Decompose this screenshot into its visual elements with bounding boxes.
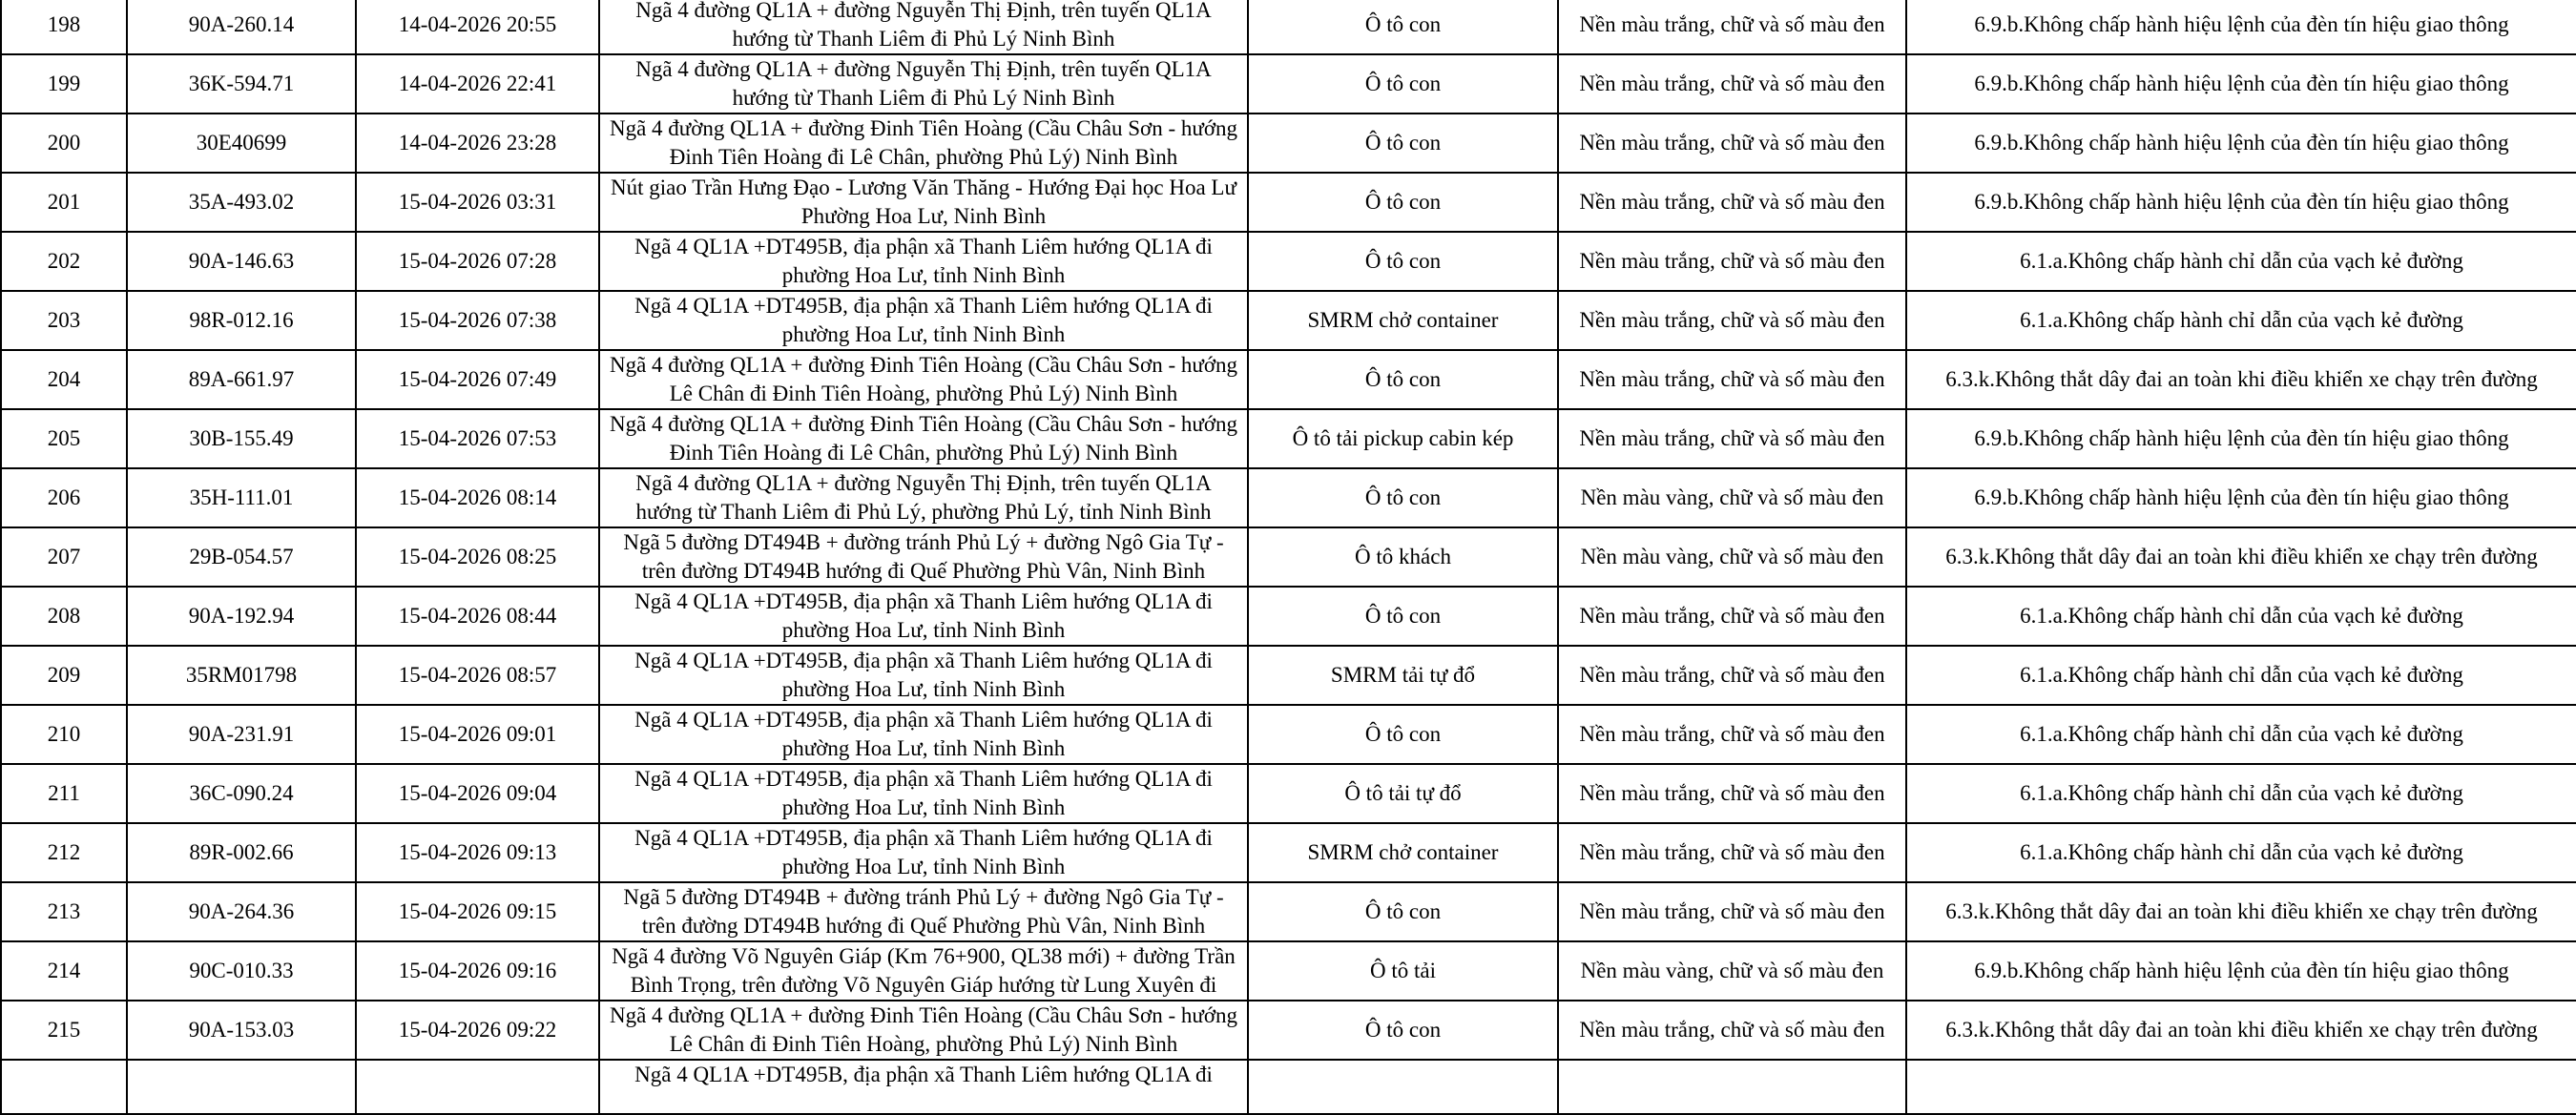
cell-vehicle-type: Ô tô con — [1248, 1001, 1558, 1060]
cell-time: 15-04-2026 07:38 — [356, 291, 599, 350]
cell-plate-color: Nền màu trắng, chữ và số màu đen — [1558, 173, 1906, 232]
cell-violation: 6.1.a.Không chấp hành chỉ dẫn của vạch kẻ đường — [1906, 823, 2576, 882]
table-row — [1, 114, 2576, 173]
cell-time: 15-04-2026 08:57 — [356, 646, 599, 705]
cell-vehicle-type: Ô tô con — [1248, 587, 1558, 646]
cell-license-plate: 35RM01798 — [127, 646, 356, 705]
cell-location: Ngã 4 đường QL1A + đường Đinh Tiên Hoàng (Cầu Châu Sơn - hướng Lê Chân đi Đinh Tiên Hoàng, phường Phủ Lý) Ninh Bình — [599, 1001, 1248, 1060]
cell-plate-color: Nền màu vàng, chữ và số màu đen — [1558, 527, 1906, 587]
cell-time — [356, 1060, 599, 1114]
cell-time: 15-04-2026 09:01 — [356, 705, 599, 764]
cell-time: 15-04-2026 09:04 — [356, 764, 599, 823]
cell-stt: 208 — [1, 587, 127, 646]
cell-license-plate: 90A-231.91 — [127, 705, 356, 764]
cell-plate-color: Nền màu trắng, chữ và số màu đen — [1558, 882, 1906, 941]
table-row — [1, 1001, 2576, 1060]
cell-time: 15-04-2026 07:49 — [356, 350, 599, 409]
cell-vehicle-type: Ô tô tải tự đổ — [1248, 764, 1558, 823]
cell-stt: 210 — [1, 705, 127, 764]
cell-license-plate: 35H-111.01 — [127, 468, 356, 527]
cell-time: 15-04-2026 07:28 — [356, 232, 599, 291]
cell-location: Ngã 4 QL1A +DT495B, địa phận xã Thanh Liêm hướng QL1A đi phường Hoa Lư, tỉnh Ninh Bình — [599, 291, 1248, 350]
cell-violation — [1906, 1060, 2576, 1114]
cell-violation: 6.9.b.Không chấp hành hiệu lệnh của đèn tín hiệu giao thông — [1906, 409, 2576, 468]
cell-time: 15-04-2026 09:13 — [356, 823, 599, 882]
table-row — [1, 527, 2576, 587]
cell-license-plate: 89A-661.97 — [127, 350, 356, 409]
table-row — [1, 646, 2576, 705]
cell-vehicle-type: SMRM chở container — [1248, 291, 1558, 350]
cell-time: 15-04-2026 07:53 — [356, 409, 599, 468]
cell-violation: 6.1.a.Không chấp hành chỉ dẫn của vạch kẻ đường — [1906, 587, 2576, 646]
cell-location: Ngã 4 QL1A +DT495B, địa phận xã Thanh Liêm hướng QL1A đi — [599, 1060, 1248, 1114]
cell-stt: 201 — [1, 173, 127, 232]
cell-stt: 204 — [1, 350, 127, 409]
cell-violation: 6.1.a.Không chấp hành chỉ dẫn của vạch kẻ đường — [1906, 646, 2576, 705]
cell-location: Ngã 4 đường Võ Nguyên Giáp (Km 76+900, QL38 mới) + đường Trần Bình Trọng, trên đường Võ Nguyên Giáp hướng từ Lung Xuyên đi — [599, 941, 1248, 1001]
cell-time: 14-04-2026 20:55 — [356, 0, 599, 54]
cell-stt: 206 — [1, 468, 127, 527]
cell-location: Ngã 4 đường QL1A + đường Nguyễn Thị Định, trên tuyến QL1A hướng từ Thanh Liêm đi Phủ Lý Ninh Bình — [599, 0, 1248, 54]
cell-plate-color: Nền màu vàng, chữ và số màu đen — [1558, 468, 1906, 527]
table-row — [1, 173, 2576, 232]
cell-location: Ngã 4 QL1A +DT495B, địa phận xã Thanh Liêm hướng QL1A đi phường Hoa Lư, tỉnh Ninh Bình — [599, 705, 1248, 764]
cell-plate-color: Nền màu trắng, chữ và số màu đen — [1558, 823, 1906, 882]
cell-stt: 209 — [1, 646, 127, 705]
cell-stt: 199 — [1, 54, 127, 114]
cell-license-plate: 30B-155.49 — [127, 409, 356, 468]
cell-plate-color — [1558, 1060, 1906, 1114]
cell-violation: 6.9.b.Không chấp hành hiệu lệnh của đèn tín hiệu giao thông — [1906, 114, 2576, 173]
table-row — [1, 350, 2576, 409]
cell-location: Ngã 4 QL1A +DT495B, địa phận xã Thanh Liêm hướng QL1A đi phường Hoa Lư, tỉnh Ninh Bình — [599, 823, 1248, 882]
cell-violation: 6.9.b.Không chấp hành hiệu lệnh của đèn tín hiệu giao thông — [1906, 173, 2576, 232]
cell-vehicle-type: Ô tô con — [1248, 232, 1558, 291]
cell-time: 15-04-2026 08:25 — [356, 527, 599, 587]
cell-time: 15-04-2026 08:14 — [356, 468, 599, 527]
cell-vehicle-type — [1248, 1060, 1558, 1114]
cell-location: Ngã 4 đường QL1A + đường Đinh Tiên Hoàng (Cầu Châu Sơn - hướng Đinh Tiên Hoàng đi Lê Chân, phường Phủ Lý) Ninh Bình — [599, 114, 1248, 173]
cell-vehicle-type: Ô tô tải pickup cabin kép — [1248, 409, 1558, 468]
table-row — [1, 468, 2576, 527]
cell-stt: 200 — [1, 114, 127, 173]
cell-license-plate: 29B-054.57 — [127, 527, 356, 587]
cell-plate-color: Nền màu trắng, chữ và số màu đen — [1558, 114, 1906, 173]
table-row — [1, 882, 2576, 941]
cell-time: 15-04-2026 08:44 — [356, 587, 599, 646]
table-row — [1, 823, 2576, 882]
cell-location: Ngã 4 QL1A +DT495B, địa phận xã Thanh Liêm hướng QL1A đi phường Hoa Lư, tỉnh Ninh Bình — [599, 232, 1248, 291]
cell-license-plate: 90A-192.94 — [127, 587, 356, 646]
cell-violation: 6.1.a.Không chấp hành chỉ dẫn của vạch kẻ đường — [1906, 232, 2576, 291]
cell-license-plate: 36K-594.71 — [127, 54, 356, 114]
cell-violation: 6.3.k.Không thắt dây đai an toàn khi điều khiển xe chạy trên đường — [1906, 1001, 2576, 1060]
cell-stt: 198 — [1, 0, 127, 54]
table-row — [1, 0, 2576, 54]
cell-license-plate: 90C-010.33 — [127, 941, 356, 1001]
cell-plate-color: Nền màu trắng, chữ và số màu đen — [1558, 54, 1906, 114]
cell-stt: 212 — [1, 823, 127, 882]
cell-vehicle-type: Ô tô tải — [1248, 941, 1558, 1001]
cell-violation: 6.9.b.Không chấp hành hiệu lệnh của đèn tín hiệu giao thông — [1906, 0, 2576, 54]
cell-vehicle-type: Ô tô khách — [1248, 527, 1558, 587]
cell-license-plate: 35A-493.02 — [127, 173, 356, 232]
cell-vehicle-type: Ô tô con — [1248, 114, 1558, 173]
cell-violation: 6.3.k.Không thắt dây đai an toàn khi điều khiển xe chạy trên đường — [1906, 350, 2576, 409]
cell-license-plate: 30E40699 — [127, 114, 356, 173]
cell-violation: 6.1.a.Không chấp hành chỉ dẫn của vạch kẻ đường — [1906, 291, 2576, 350]
cell-stt: 202 — [1, 232, 127, 291]
cell-vehicle-type: SMRM tải tự đổ — [1248, 646, 1558, 705]
cell-stt: 207 — [1, 527, 127, 587]
cell-violation: 6.1.a.Không chấp hành chỉ dẫn của vạch kẻ đường — [1906, 705, 2576, 764]
cell-violation: 6.9.b.Không chấp hành hiệu lệnh của đèn tín hiệu giao thông — [1906, 941, 2576, 1001]
cell-location: Ngã 4 đường QL1A + đường Nguyễn Thị Định, trên tuyến QL1A hướng từ Thanh Liêm đi Phủ Lý, phường Phủ Lý, tỉnh Ninh Bình — [599, 468, 1248, 527]
cell-plate-color: Nền màu trắng, chữ và số màu đen — [1558, 350, 1906, 409]
cell-time: 14-04-2026 23:28 — [356, 114, 599, 173]
cell-stt: 215 — [1, 1001, 127, 1060]
cell-plate-color: Nền màu trắng, chữ và số màu đen — [1558, 291, 1906, 350]
cell-vehicle-type: Ô tô con — [1248, 882, 1558, 941]
cell-license-plate: 98R-012.16 — [127, 291, 356, 350]
cell-location: Ngã 4 QL1A +DT495B, địa phận xã Thanh Liêm hướng QL1A đi phường Hoa Lư, tỉnh Ninh Bình — [599, 764, 1248, 823]
cell-plate-color: Nền màu trắng, chữ và số màu đen — [1558, 1001, 1906, 1060]
cell-plate-color: Nền màu trắng, chữ và số màu đen — [1558, 409, 1906, 468]
cell-stt — [1, 1060, 127, 1114]
table-row — [1, 409, 2576, 468]
cell-violation: 6.3.k.Không thắt dây đai an toàn khi điều khiển xe chạy trên đường — [1906, 527, 2576, 587]
cell-time: 15-04-2026 09:15 — [356, 882, 599, 941]
table-row-partial — [1, 1060, 2576, 1114]
cell-vehicle-type: Ô tô con — [1248, 468, 1558, 527]
cell-plate-color: Nền màu trắng, chữ và số màu đen — [1558, 646, 1906, 705]
table-row — [1, 587, 2576, 646]
cell-location: Ngã 4 đường QL1A + đường Nguyễn Thị Định, trên tuyến QL1A hướng từ Thanh Liêm đi Phủ Lý Ninh Bình — [599, 54, 1248, 114]
cell-violation: 6.1.a.Không chấp hành chỉ dẫn của vạch kẻ đường — [1906, 764, 2576, 823]
cell-time: 15-04-2026 03:31 — [356, 173, 599, 232]
table-row — [1, 291, 2576, 350]
cell-stt: 203 — [1, 291, 127, 350]
cell-vehicle-type: Ô tô con — [1248, 0, 1558, 54]
table-row — [1, 54, 2576, 114]
cell-location: Ngã 4 QL1A +DT495B, địa phận xã Thanh Liêm hướng QL1A đi phường Hoa Lư, tỉnh Ninh Bình — [599, 587, 1248, 646]
cell-stt: 214 — [1, 941, 127, 1001]
table-row — [1, 232, 2576, 291]
cell-stt: 213 — [1, 882, 127, 941]
cell-plate-color: Nền màu vàng, chữ và số màu đen — [1558, 941, 1906, 1001]
cell-vehicle-type: Ô tô con — [1248, 705, 1558, 764]
cell-plate-color: Nền màu trắng, chữ và số màu đen — [1558, 764, 1906, 823]
cell-location: Ngã 5 đường DT494B + đường tránh Phủ Lý + đường Ngô Gia Tự - trên đường DT494B hướng đi Quế Phường Phù Vân, Ninh Bình — [599, 882, 1248, 941]
cell-license-plate: 89R-002.66 — [127, 823, 356, 882]
cell-location: Nút giao Trần Hưng Đạo - Lương Văn Thăng - Hướng Đại học Hoa Lư Phường Hoa Lư, Ninh Bình — [599, 173, 1248, 232]
cell-license-plate: 90A-146.63 — [127, 232, 356, 291]
cell-plate-color: Nền màu trắng, chữ và số màu đen — [1558, 232, 1906, 291]
cell-stt: 211 — [1, 764, 127, 823]
table-row — [1, 941, 2576, 1001]
cell-license-plate — [127, 1060, 356, 1114]
cell-location: Ngã 4 đường QL1A + đường Đinh Tiên Hoàng (Cầu Châu Sơn - hướng Lê Chân đi Đinh Tiên Hoàng, phường Phủ Lý) Ninh Bình — [599, 350, 1248, 409]
cell-time: 14-04-2026 22:41 — [356, 54, 599, 114]
table-row — [1, 705, 2576, 764]
cell-vehicle-type: SMRM chở container — [1248, 823, 1558, 882]
cell-plate-color: Nền màu trắng, chữ và số màu đen — [1558, 705, 1906, 764]
cell-violation: 6.9.b.Không chấp hành hiệu lệnh của đèn tín hiệu giao thông — [1906, 54, 2576, 114]
cell-license-plate: 90A-260.14 — [127, 0, 356, 54]
cell-plate-color: Nền màu trắng, chữ và số màu đen — [1558, 587, 1906, 646]
cell-location: Ngã 4 QL1A +DT495B, địa phận xã Thanh Liêm hướng QL1A đi phường Hoa Lư, tỉnh Ninh Bình — [599, 646, 1248, 705]
table-row — [1, 764, 2576, 823]
cell-time: 15-04-2026 09:22 — [356, 1001, 599, 1060]
cell-license-plate: 90A-153.03 — [127, 1001, 356, 1060]
cell-vehicle-type: Ô tô con — [1248, 350, 1558, 409]
cell-location: Ngã 4 đường QL1A + đường Đinh Tiên Hoàng (Cầu Châu Sơn - hướng Đinh Tiên Hoàng đi Lê Chân, phường Phủ Lý) Ninh Bình — [599, 409, 1248, 468]
cell-violation: 6.9.b.Không chấp hành hiệu lệnh của đèn tín hiệu giao thông — [1906, 468, 2576, 527]
cell-license-plate: 36C-090.24 — [127, 764, 356, 823]
cell-vehicle-type: Ô tô con — [1248, 173, 1558, 232]
violations-table-body — [1, 0, 2576, 1114]
cell-license-plate: 90A-264.36 — [127, 882, 356, 941]
cell-time: 15-04-2026 09:16 — [356, 941, 599, 1001]
cell-plate-color: Nền màu trắng, chữ và số màu đen — [1558, 0, 1906, 54]
cell-location: Ngã 5 đường DT494B + đường tránh Phủ Lý + đường Ngô Gia Tự - trên đường DT494B hướng đi Quế Phường Phù Vân, Ninh Bình — [599, 527, 1248, 587]
cell-stt: 205 — [1, 409, 127, 468]
cell-vehicle-type: Ô tô con — [1248, 54, 1558, 114]
cell-violation: 6.3.k.Không thắt dây đai an toàn khi điều khiển xe chạy trên đường — [1906, 882, 2576, 941]
